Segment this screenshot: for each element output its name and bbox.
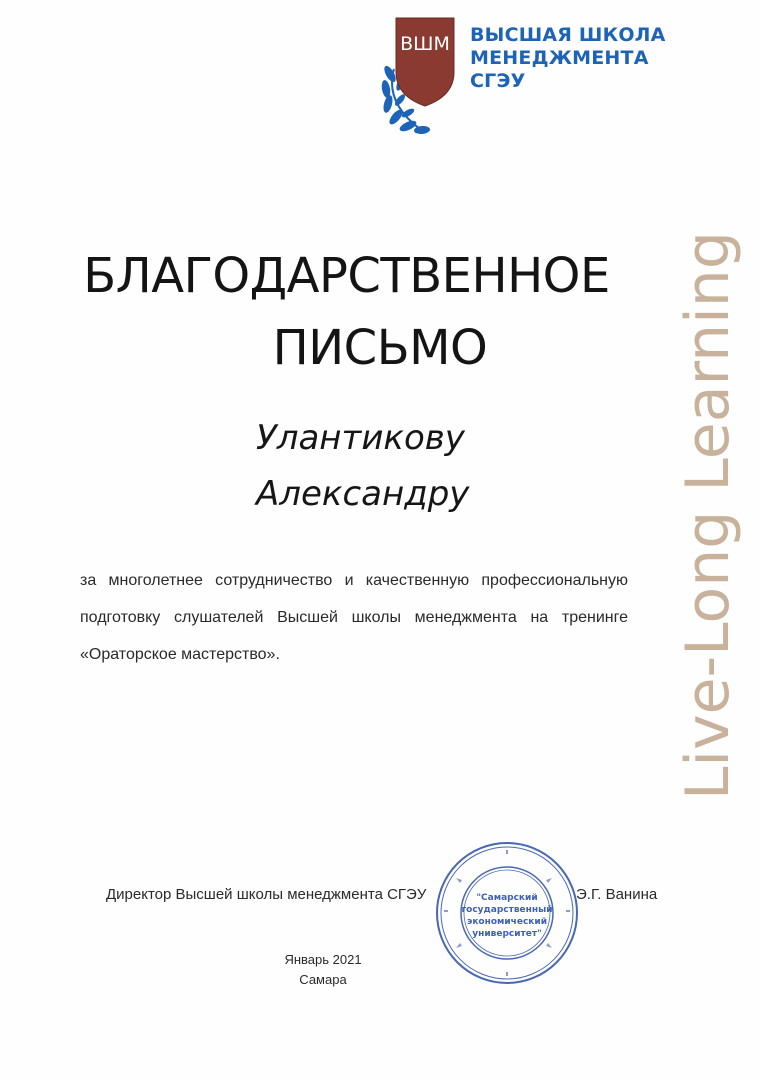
stamp-line-3: экономический [466, 917, 548, 927]
logo-line-1: ВЫСШАЯ ШКОЛА [470, 24, 666, 46]
logo-wordmark [470, 24, 666, 93]
shield-laurel-emblem-icon [376, 14, 476, 144]
vertical-slogan: Live-Long Learning [673, 231, 743, 800]
recipient-given-name: Александру [256, 474, 470, 514]
stamp-line-4: университет" [472, 929, 542, 939]
issue-city: Самара [299, 972, 347, 987]
signatory-name: Э.Г. Ванина [576, 886, 658, 903]
stamp-line-2: государственный [461, 905, 553, 915]
title-line-2: ПИСЬМО [272, 320, 488, 376]
recipient-surname: Улантикову [256, 418, 465, 458]
emblem-text: ВШМ [400, 33, 450, 55]
title-line-1: БЛАГОДАРСТВЕННОЕ [83, 248, 610, 304]
issue-date: Январь 2021 [284, 952, 362, 967]
signature-line [106, 886, 658, 903]
logo-line-2: МЕНЕДЖМЕНТА [470, 47, 649, 69]
logo-line-3: СГЭУ [470, 70, 526, 92]
stamp-line-1: "Самарский [476, 893, 538, 903]
school-logo [376, 14, 676, 144]
signatory-position: Директор Высшей школы менеджмента СГЭУ [106, 886, 427, 903]
body-paragraph: за многолетнее сотрудничество и качественную профессиональную подготовку слушателей Высшей школы менеджмента на тренинге «Ораторское мастерство». [80, 572, 628, 663]
